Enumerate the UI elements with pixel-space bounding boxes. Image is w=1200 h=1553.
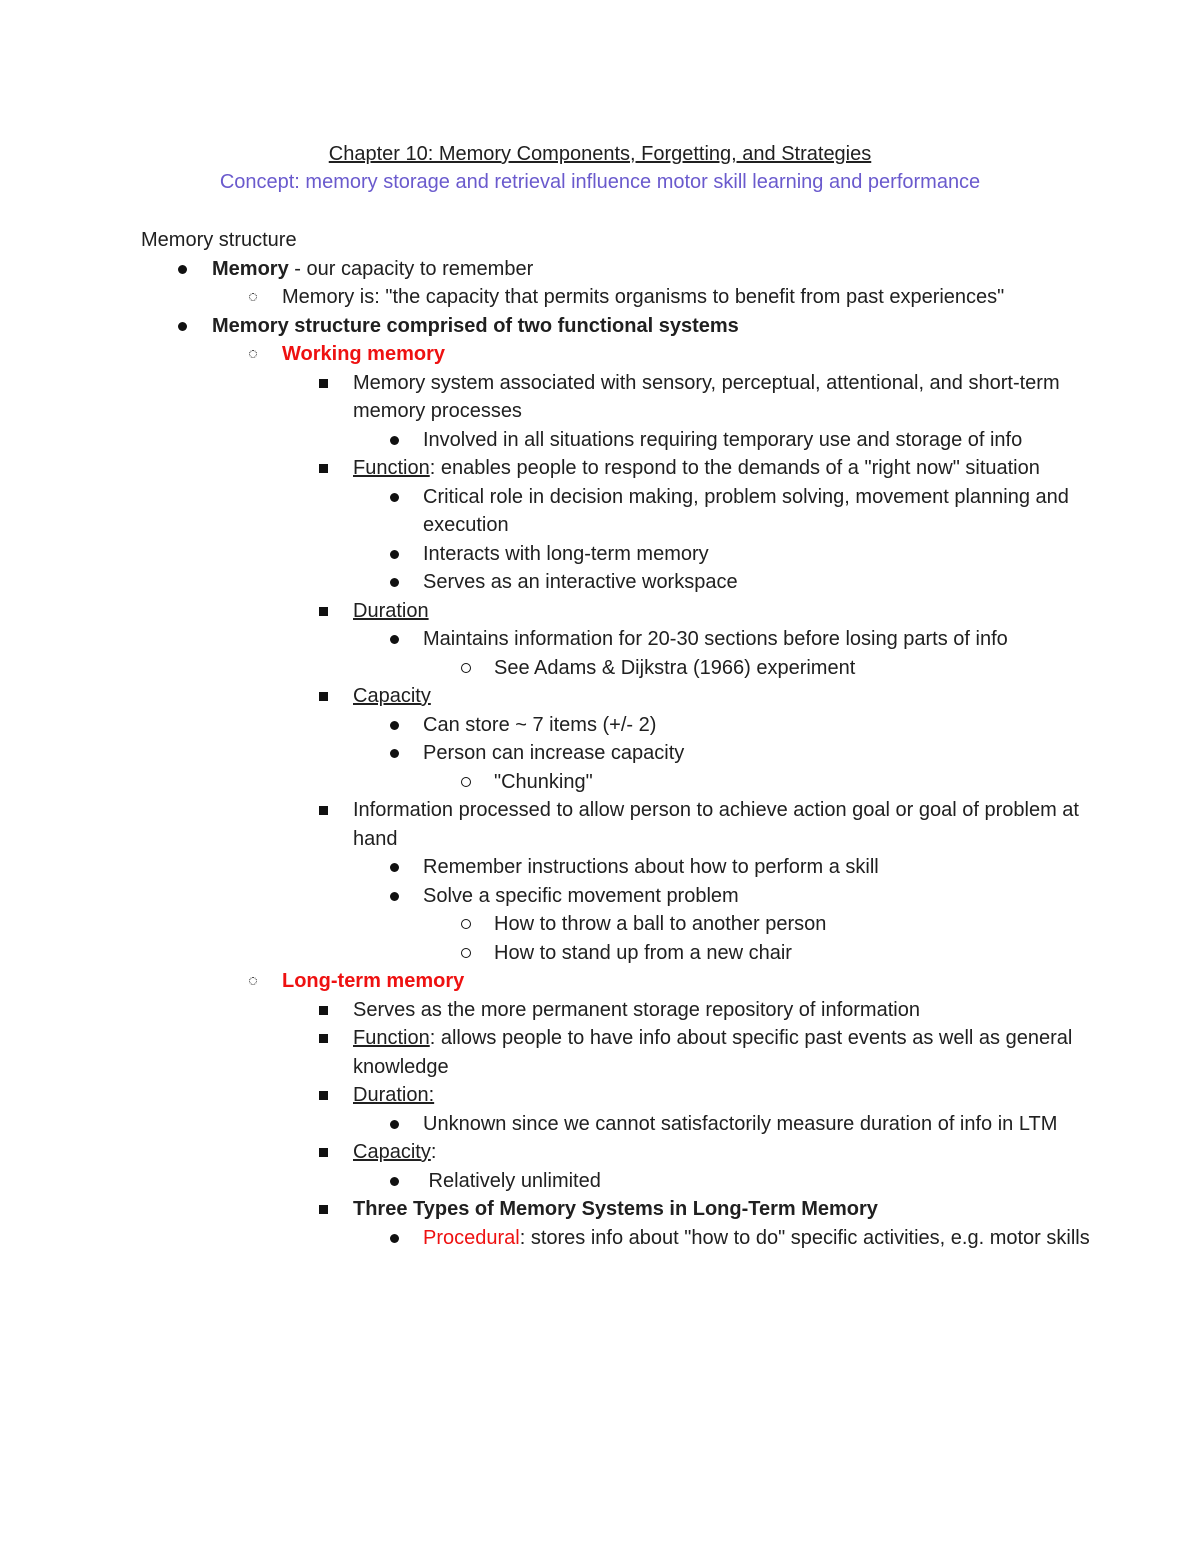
bullet-icon (390, 635, 399, 644)
bullet-icon (390, 892, 399, 901)
bullet-icon (249, 293, 257, 301)
list-item: Memory is: "the capacity that permits organisms to benefit from past experiences" (141, 283, 1101, 312)
bullet-icon (390, 721, 399, 730)
bullet-icon (390, 436, 399, 445)
bullet-icon (390, 1234, 399, 1243)
bullet-icon (319, 1148, 328, 1157)
bullet-icon (319, 379, 328, 388)
bullet-icon (319, 692, 328, 701)
bullet-icon (461, 663, 471, 673)
list-item: Memory structure comprised of two functional systems (141, 312, 1101, 341)
list-item: Duration: (141, 1081, 1101, 1110)
list-item: Unknown since we cannot satisfactorily measure duration of info in LTM (141, 1110, 1101, 1139)
bullet-icon (461, 919, 471, 929)
bullet-icon (319, 1034, 328, 1043)
list-item: How to throw a ball to another person (141, 910, 1101, 939)
list-item: Solve a specific movement problem (141, 882, 1101, 911)
list-item: Function: enables people to respond to the demands of a "right now" situation (141, 454, 1101, 483)
list-item: Function: allows people to have info about specific past events as well as general knowledge (141, 1024, 1101, 1081)
list-item: Remember instructions about how to perform a skill (141, 853, 1101, 882)
bullet-icon (319, 806, 328, 815)
bullet-icon (390, 578, 399, 587)
working-memory-heading: Working memory (282, 343, 445, 365)
list-item: Can store ~ 7 items (+/- 2) (141, 711, 1101, 740)
bullet-icon (319, 607, 328, 616)
list-item: Memory system associated with sensory, perceptual, attentional, and short-term memory processes (141, 369, 1101, 426)
document-header (0, 140, 1200, 196)
bullet-icon (390, 749, 399, 758)
list-item: "Chunking" (141, 768, 1101, 797)
list-item: Procedural: stores info about "how to do" specific activities, e.g. motor skills (141, 1224, 1101, 1253)
bullet-icon (249, 977, 257, 985)
bullet-icon (390, 1120, 399, 1129)
bullet-icon (461, 948, 471, 958)
bullet-icon (390, 863, 399, 872)
long-term-memory-heading: Long-term memory (282, 970, 465, 992)
bullet-icon (319, 1006, 328, 1015)
section-heading: Memory structure (141, 229, 297, 251)
bullet-icon (319, 1091, 328, 1100)
bullet-icon (461, 777, 471, 787)
list-item: Maintains information for 20-30 sections before losing parts of info (141, 625, 1101, 654)
list-item: Critical role in decision making, problem solving, movement planning and execution (141, 483, 1101, 540)
list-item: Person can increase capacity (141, 739, 1101, 768)
bullet-icon (319, 1205, 328, 1214)
list-item: Involved in all situations requiring temporary use and storage of info (141, 426, 1101, 455)
list-item: Interacts with long-term memory (141, 540, 1101, 569)
list-item: Capacity: (141, 1138, 1101, 1167)
bullet-icon (390, 493, 399, 502)
bullet-icon (390, 550, 399, 559)
bullet-icon (390, 1177, 399, 1186)
list-item (141, 967, 1101, 996)
list-item: Serves as an interactive workspace (141, 568, 1101, 597)
list-item: Information processed to allow person to achieve action goal or goal of problem at hand (141, 796, 1101, 853)
bullet-icon (249, 350, 257, 358)
bullet-icon (178, 322, 187, 331)
list-item: Three Types of Memory Systems in Long-Term Memory (141, 1195, 1101, 1224)
notes-body (141, 226, 1101, 1252)
list-item (141, 340, 1101, 369)
concept-line: Concept: memory storage and retrieval influence motor skill learning and performance (219, 171, 981, 193)
list-item: Capacity (141, 682, 1101, 711)
list-item: How to stand up from a new chair (141, 939, 1101, 968)
bullet-icon (319, 464, 328, 473)
list-item: Memory - our capacity to remember (141, 255, 1101, 284)
list-item: Relatively unlimited (141, 1167, 1101, 1196)
list-item: See Adams & Dijkstra (1966) experiment (141, 654, 1101, 683)
list-item: Duration (141, 597, 1101, 626)
chapter-title: Chapter 10: Memory Components, Forgetting, and Strategies (328, 143, 872, 165)
list-item: Serves as the more permanent storage repository of information (141, 996, 1101, 1025)
bullet-icon (178, 265, 187, 274)
